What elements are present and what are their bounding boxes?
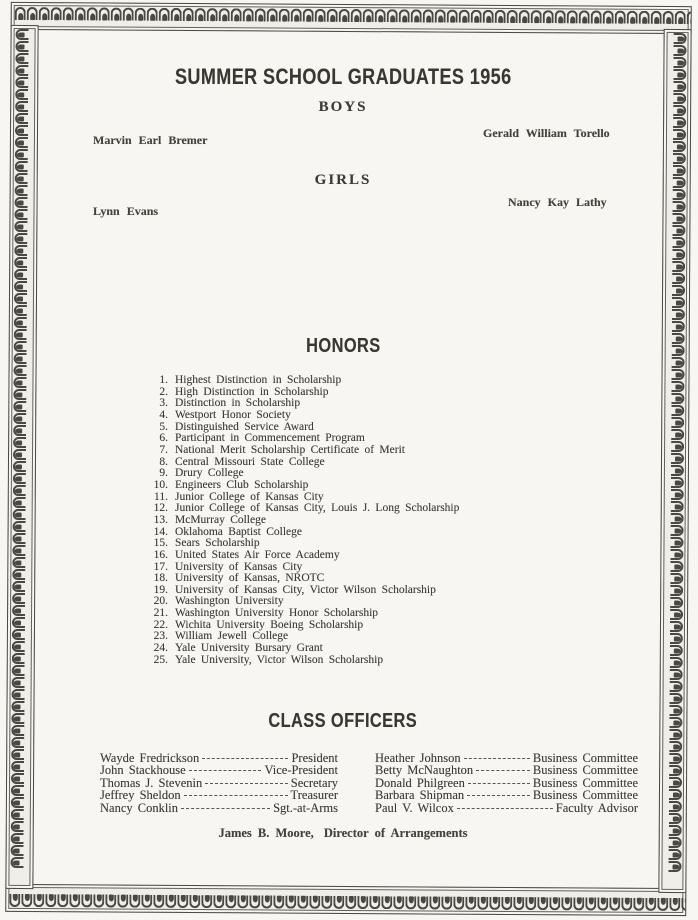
officer-role: Business Committee bbox=[532, 788, 638, 803]
honors-item-number: 4. bbox=[159, 408, 168, 421]
honors-item-text: Participant in Commencement Program bbox=[175, 432, 365, 445]
honors-item-number: 18. bbox=[153, 572, 168, 585]
officer-row bbox=[375, 789, 638, 801]
honors-item bbox=[150, 480, 620, 492]
honors-item-text: University of Kansas, NROTC bbox=[175, 572, 325, 585]
officer-role: Faculty Advisor bbox=[555, 800, 638, 815]
honors-item-text: National Merit Scholarship Certificate of Merit bbox=[175, 443, 405, 456]
officer-role: Sgt.-at-Arms bbox=[273, 800, 338, 815]
honors-item-number: 8. bbox=[159, 455, 168, 468]
dotted-leader bbox=[476, 770, 530, 771]
officer-name: Wayde Fredrickson bbox=[100, 751, 200, 765]
honors-item-text: Distinguished Service Award bbox=[175, 420, 314, 433]
honors-item-number: 3. bbox=[159, 397, 168, 410]
dotted-leader bbox=[181, 808, 270, 809]
officer-name: Heather Johnson bbox=[375, 751, 461, 765]
graduate-name-bremer: Marvin Earl Bremer bbox=[93, 133, 208, 147]
honors-item-number: 23. bbox=[153, 630, 168, 643]
officer-role: Business Committee bbox=[532, 775, 638, 790]
honors-item-text: University of Kansas City bbox=[175, 560, 303, 573]
honors-item-number: 9. bbox=[159, 467, 168, 480]
honors-item-text: High Distinction in Scholarship bbox=[175, 385, 329, 398]
director-name: James B. Moore, bbox=[218, 826, 314, 840]
honors-item-number: 13. bbox=[153, 513, 168, 526]
honors-item-text: Sears Scholarship bbox=[175, 537, 260, 550]
dotted-leader bbox=[467, 795, 530, 796]
honors-item-text: Central Missouri State College bbox=[175, 455, 325, 468]
honors-item bbox=[150, 550, 620, 562]
honors-item-number: 7. bbox=[159, 443, 168, 456]
director-line bbox=[0, 826, 686, 841]
honors-item-text: Westport Honor Society bbox=[175, 408, 291, 421]
honors-item-text: McMurray College bbox=[175, 513, 266, 526]
officers-right-column bbox=[375, 752, 638, 814]
officers-heading-text: CLASS OFFICERS bbox=[268, 710, 418, 732]
officer-name: Betty McNaughton bbox=[375, 763, 474, 778]
graduate-name-lathy: Nancy Kay Lathy bbox=[508, 195, 607, 209]
officer-role: Treasurer bbox=[290, 788, 338, 803]
honors-item-number: 25. bbox=[153, 653, 168, 666]
officer-role: Vice-President bbox=[264, 763, 338, 778]
honors-item-number: 19. bbox=[153, 583, 168, 596]
honors-heading-text: HONORS bbox=[305, 335, 381, 357]
officer-role: Business Committee bbox=[532, 751, 638, 765]
officer-name: Jeffrey Sheldon bbox=[100, 788, 181, 803]
honors-item bbox=[150, 655, 620, 667]
officer-row bbox=[375, 802, 638, 814]
honors-item-number: 1. bbox=[159, 374, 168, 386]
officer-role: Business Committee bbox=[532, 763, 638, 778]
page-title bbox=[0, 64, 686, 90]
honors-item-number: 24. bbox=[153, 642, 168, 655]
dotted-leader bbox=[189, 770, 262, 771]
honors-item-number: 10. bbox=[153, 478, 168, 491]
dotted-leader bbox=[457, 808, 553, 809]
officer-name: Paul V. Wilcox bbox=[375, 800, 454, 815]
honors-item-text: Yale University Bursary Grant bbox=[175, 642, 323, 655]
honors-item-number: 22. bbox=[153, 618, 168, 631]
dotted-leader bbox=[202, 758, 288, 759]
honors-item-text: Wichita University Boeing Scholarship bbox=[175, 618, 364, 631]
boys-section-heading: BOYS bbox=[318, 99, 368, 115]
officer-name: John Stackhouse bbox=[100, 763, 186, 778]
officer-name: Thomas J. Stevenin bbox=[100, 775, 203, 790]
honors-item bbox=[150, 515, 620, 527]
honors-item-text: Washington University bbox=[175, 595, 284, 608]
honors-item-text: Junior College of Kansas City, Louis J. Long Scholarship bbox=[175, 502, 460, 515]
honors-item-number: 20. bbox=[153, 595, 168, 608]
graduate-name-torello: Gerald William Torello bbox=[483, 126, 610, 140]
dotted-leader bbox=[184, 795, 288, 796]
honors-item-text: Junior College of Kansas City bbox=[175, 490, 324, 503]
honors-item-number: 12. bbox=[153, 502, 168, 515]
honors-item bbox=[150, 643, 620, 655]
dotted-leader bbox=[464, 758, 530, 759]
honors-item-number: 2. bbox=[159, 385, 168, 398]
honors-item-number: 15. bbox=[153, 537, 168, 550]
officer-name: Barbara Shipman bbox=[375, 788, 465, 803]
officer-row bbox=[100, 789, 338, 801]
officer-role: Secretary bbox=[290, 775, 338, 790]
officer-role: President bbox=[291, 751, 338, 765]
officers-left-column bbox=[100, 752, 338, 814]
honors-item bbox=[150, 410, 620, 422]
honors-item-number: 6. bbox=[159, 432, 168, 445]
officer-name: Nancy Conklin bbox=[100, 800, 179, 815]
officers-section-heading bbox=[0, 710, 686, 733]
honors-item bbox=[150, 375, 620, 387]
graduate-name-evans: Lynn Evans bbox=[93, 204, 159, 218]
honors-list bbox=[150, 375, 620, 666]
dotted-leader bbox=[468, 783, 530, 784]
officer-row bbox=[100, 802, 338, 814]
honors-item-text: Drury College bbox=[175, 467, 244, 480]
dotted-leader bbox=[205, 783, 288, 784]
officer-name: Donald Philgreen bbox=[375, 775, 465, 790]
officer-row bbox=[375, 764, 638, 776]
officer-row bbox=[100, 764, 338, 776]
honors-item-number: 11. bbox=[154, 490, 168, 503]
honors-item-text: Washington University Honor Scholarship bbox=[175, 607, 379, 620]
honors-item-text: University of Kansas City, Victor Wilson Scholarship bbox=[175, 583, 436, 596]
honors-item-number: 17. bbox=[153, 560, 168, 573]
honors-item-text: Engineers Club Scholarship bbox=[175, 478, 309, 491]
officers-columns bbox=[100, 752, 638, 814]
director-role: Director of Arrangements bbox=[323, 826, 468, 840]
honors-item-number: 5. bbox=[159, 420, 168, 433]
honors-item-text: Yale University, Victor Wilson Scholarship bbox=[175, 653, 384, 666]
honors-item-text: Distinction in Scholarship bbox=[175, 397, 301, 410]
honors-item-text: United States Air Force Academy bbox=[175, 548, 340, 561]
honors-item-text: William Jewell College bbox=[175, 630, 289, 643]
page-title-text: SUMMER SCHOOL GRADUATES 1956 bbox=[174, 64, 512, 89]
honors-item-number: 14. bbox=[153, 525, 168, 538]
honors-item-text: Highest Distinction in Scholarship bbox=[175, 374, 342, 386]
honors-item-number: 21. bbox=[153, 607, 168, 620]
honors-item-text: Oklahoma Baptist College bbox=[175, 525, 303, 538]
honors-section-heading bbox=[0, 335, 686, 358]
girls-section-heading: GIRLS bbox=[314, 172, 372, 188]
honors-item-number: 16. bbox=[153, 548, 168, 561]
honors-item bbox=[150, 445, 620, 457]
